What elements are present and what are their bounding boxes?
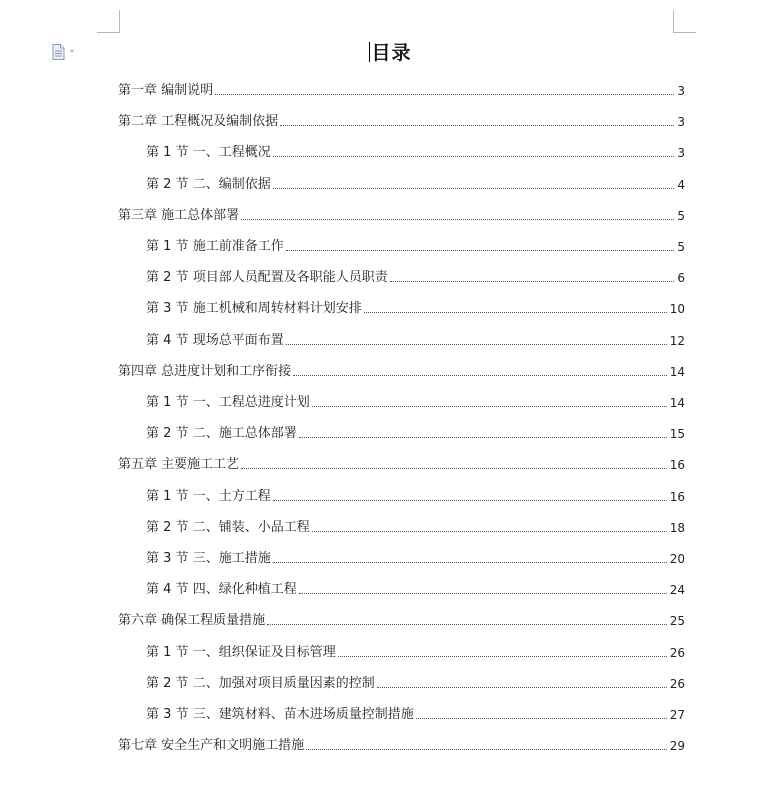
- top-left-crop-mark: [97, 10, 120, 33]
- toc-entry-text: [118, 114, 278, 130]
- toc-entry-number: 第六章: [118, 613, 158, 629]
- toc-entry-number: 第 1 节: [146, 488, 189, 504]
- toc-dot-leader: [364, 312, 667, 313]
- toc-page-number: 27: [669, 708, 685, 722]
- toc-entry-number: 第三章: [118, 207, 158, 223]
- toc-entry-text: [146, 551, 271, 567]
- toc-entry-number: 第 4 节: [146, 582, 189, 598]
- toc-chapter-entry[interactable]: [118, 734, 685, 754]
- toc-page-number: 18: [669, 520, 685, 535]
- toc-entry-text: [146, 520, 310, 536]
- toc-entry-text: [118, 83, 213, 99]
- toc-page-number: 24: [669, 583, 685, 598]
- toc-section-entry[interactable]: [146, 235, 685, 255]
- toc-entry-text: [118, 613, 265, 629]
- toc-dot-leader: [267, 624, 667, 625]
- toc-chapter-entry[interactable]: [118, 204, 685, 224]
- toc-section-entry[interactable]: [146, 391, 685, 411]
- toc-entry-number: 第 2 节: [146, 426, 189, 442]
- toc-dot-leader: [377, 687, 667, 688]
- toc-page-number: 4: [677, 177, 685, 192]
- toc-entry-title: 二、加强对项目质量因素的控制: [192, 675, 375, 691]
- toc-page-number: 14: [669, 364, 685, 379]
- toc-chapter-entry[interactable]: [118, 110, 685, 130]
- toc-entry-text: [118, 208, 239, 224]
- toc-dot-leader: [273, 562, 667, 563]
- toc-entry-text: [118, 364, 291, 380]
- toc-entry-title: 一、土方工程: [192, 488, 271, 504]
- toc-dot-leader: [273, 500, 667, 501]
- toc-entry-number: 第 4 节: [146, 332, 189, 348]
- toc-chapter-entry[interactable]: [118, 360, 685, 380]
- toc-entry-title: 总进度计划和工序衔接: [161, 363, 292, 379]
- toc-dot-leader: [312, 406, 667, 407]
- toc-page-number: 14: [669, 396, 685, 410]
- toc-dot-leader: [338, 656, 667, 657]
- toc-page-number: 16: [669, 489, 685, 504]
- toc-entry-number: 第 2 节: [146, 519, 189, 535]
- toc-chapter-entry[interactable]: [118, 609, 685, 629]
- toc-page-number: 5: [677, 208, 685, 223]
- toc-section-entry[interactable]: [146, 703, 685, 723]
- toc-entry-title: 项目部人员配置及各职能人员职责: [192, 270, 388, 286]
- toc-entry-title: 确保工程质量措施: [161, 613, 266, 629]
- toc-entry-title: 主要施工工艺: [161, 457, 240, 473]
- toc-dot-leader: [273, 156, 675, 157]
- toc-entry-title: 二、编制依据: [192, 176, 271, 192]
- toc-dot-leader: [416, 718, 667, 719]
- toc-page-number: 26: [669, 676, 685, 691]
- toc-entry-number: 第 2 节: [146, 176, 189, 192]
- toc-entry-text: [118, 738, 304, 754]
- toc-dot-leader: [241, 219, 674, 220]
- toc-entry-text: [146, 177, 271, 193]
- toc-entry-title: 现场总平面布置: [192, 332, 284, 348]
- toc-entry-number: 第 3 节: [146, 301, 189, 317]
- toc-section-entry[interactable]: [146, 329, 685, 349]
- toc-section-entry[interactable]: [146, 173, 685, 193]
- toc-section-entry[interactable]: [146, 141, 685, 161]
- toc-section-entry[interactable]: [146, 422, 685, 442]
- toc-dot-leader: [241, 468, 667, 469]
- toc-dot-leader: [273, 188, 675, 189]
- toc-section-entry[interactable]: [146, 641, 685, 661]
- toc-section-entry[interactable]: [146, 672, 685, 692]
- toc-entry-text: [146, 270, 388, 286]
- toc-page-number: 3: [677, 84, 685, 98]
- toc-entry-text: [146, 301, 362, 317]
- toc-entry-text: [146, 645, 336, 661]
- toc-section-entry[interactable]: [146, 266, 685, 286]
- toc-title[interactable]: [0, 38, 781, 65]
- toc-entry-title: 安全生产和文明施工措施: [161, 738, 305, 754]
- toc-entry-title: 二、铺装、小品工程: [192, 519, 310, 535]
- toc-page-number: 29: [669, 739, 685, 754]
- toc-entry-number: 第 2 节: [146, 270, 189, 286]
- toc-entry-number: 第四章: [118, 363, 158, 379]
- toc-section-entry[interactable]: [146, 516, 685, 536]
- toc-chapter-entry[interactable]: [118, 79, 685, 99]
- toc-entry-number: 第 1 节: [146, 145, 189, 161]
- toc-entry-number: 第 2 节: [146, 675, 189, 691]
- toc-page-number: 10: [669, 302, 685, 317]
- toc-page-number: 15: [669, 427, 685, 442]
- toc-entry-text: [146, 426, 297, 442]
- toc-dot-leader: [299, 437, 667, 438]
- toc-page-number: 3: [677, 146, 685, 161]
- toc-entry-number: 第 1 节: [146, 395, 189, 410]
- toc-page-number: 20: [669, 552, 685, 566]
- toc-entry-title: 工程概况及编制依据: [161, 114, 279, 130]
- toc-section-entry[interactable]: [146, 297, 685, 317]
- toc-dot-leader: [286, 344, 667, 345]
- toc-entry-title: 四、绿化种植工程: [192, 582, 297, 598]
- toc-entry-text: [146, 145, 271, 161]
- toc-entry-number: 第一章: [118, 83, 158, 98]
- toc-entry-title: 三、建筑材料、苗木进场质量控制措施: [192, 707, 414, 722]
- toc-page-number: 6: [677, 271, 685, 286]
- toc-page-number: 25: [669, 614, 685, 629]
- toc-entry-title: 一、工程总进度计划: [192, 395, 310, 410]
- toc-entry-text: [118, 457, 239, 473]
- toc-entry-number: 第七章: [118, 738, 158, 754]
- toc-dot-leader: [299, 593, 667, 594]
- toc-dot-leader: [286, 250, 675, 251]
- toc-page-number: 12: [669, 333, 685, 348]
- toc-entry-title: 编制说明: [161, 83, 214, 98]
- toc-section-entry[interactable]: [146, 485, 685, 505]
- toc-page-number: 5: [677, 240, 685, 254]
- toc-dot-leader: [306, 749, 667, 750]
- toc-entry-text: [146, 582, 297, 598]
- toc-entry-title: 施工总体部署: [161, 207, 240, 223]
- toc-entry-number: 第 3 节: [146, 707, 189, 722]
- toc-section-entry[interactable]: [146, 578, 685, 598]
- toc-entry-title: 施工前准备工作: [192, 239, 284, 254]
- toc-page-number: 3: [677, 115, 685, 130]
- toc-dot-leader: [390, 281, 675, 282]
- toc-chapter-entry[interactable]: [118, 453, 685, 473]
- toc-dot-leader: [312, 531, 667, 532]
- toc-entry-text: [146, 395, 310, 411]
- toc-entry-title: 三、施工措施: [192, 551, 271, 566]
- toc-entry-number: 第 1 节: [146, 644, 189, 660]
- toc-title-text: 目录: [371, 42, 412, 64]
- toc-entry-text: [146, 707, 414, 723]
- toc-entry-number: 第 3 节: [146, 551, 189, 566]
- toc-dot-leader: [280, 125, 674, 126]
- toc-entry-text: [146, 239, 284, 255]
- toc-entry-text: [146, 489, 271, 505]
- toc-entry-title: 二、施工总体部署: [192, 426, 297, 442]
- toc-entry-title: 一、组织保证及目标管理: [192, 644, 336, 660]
- toc-entry-number: 第二章: [118, 114, 158, 130]
- toc-entry-title: 一、工程概况: [192, 145, 271, 161]
- toc-page-number: 16: [669, 458, 685, 473]
- toc-dot-leader: [293, 375, 667, 376]
- toc-entry-title: 施工机械和周转材料计划安排: [192, 301, 362, 317]
- toc-entry-text: [146, 676, 375, 692]
- top-right-crop-mark: [673, 10, 696, 33]
- toc-dot-leader: [215, 94, 674, 95]
- toc-section-entry[interactable]: [146, 547, 685, 567]
- toc-page-number: 26: [669, 645, 685, 660]
- toc-entry-text: [146, 333, 284, 349]
- toc-entry-number: 第 1 节: [146, 239, 189, 254]
- toc-entry-number: 第五章: [118, 457, 158, 473]
